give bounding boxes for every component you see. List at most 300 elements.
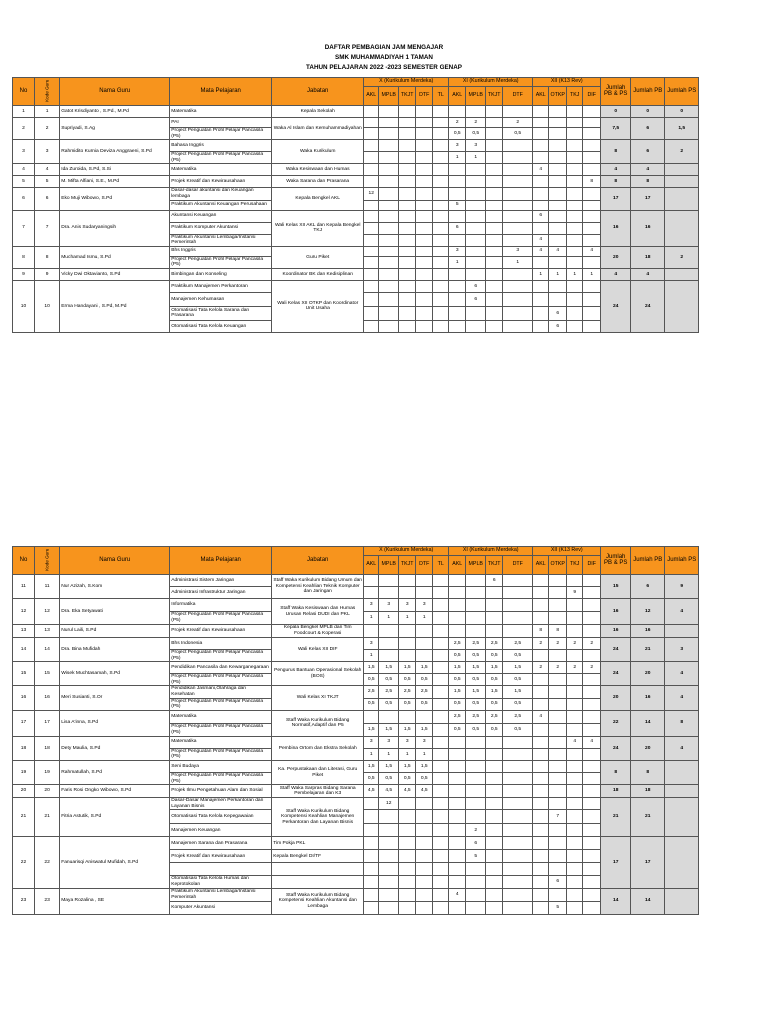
subject-name: Manajemen Keuangan bbox=[170, 824, 272, 837]
hours-cell-akl bbox=[533, 650, 549, 662]
subject-name: Otomatisasi Tata Kelola Humas dan Keprotokolan bbox=[170, 876, 272, 888]
hours-cell-tl bbox=[433, 200, 449, 210]
hours-cell-tkjt bbox=[486, 140, 503, 152]
table-row bbox=[13, 176, 699, 188]
hours-cell-tkjt bbox=[399, 575, 416, 587]
hours-cell-mplb: 6 bbox=[466, 280, 486, 292]
document-title-line-3: TAHUN PELAJARAN 2022 -2023 SEMESTER GENAP bbox=[306, 64, 462, 71]
hours-cell-dif: 1 bbox=[583, 268, 601, 280]
hours-cell-dtf bbox=[503, 625, 533, 638]
header-sub-akl: AKL bbox=[449, 556, 466, 575]
hours-cell-otkp bbox=[549, 118, 567, 128]
hours-cell-mplb bbox=[379, 188, 399, 200]
header-mata-pelajaran: Mata Pelajaran bbox=[170, 78, 272, 106]
total-pb: 8 bbox=[631, 176, 665, 188]
hours-cell-dtf bbox=[503, 234, 533, 246]
hours-cell-dtf: 1,5 bbox=[416, 723, 433, 736]
hours-cell-dtf bbox=[416, 850, 433, 863]
hours-cell-akl bbox=[364, 234, 379, 246]
hours-cell-dtf bbox=[503, 785, 533, 798]
hours-cell-mplb bbox=[466, 306, 486, 320]
hours-cell-dtf: 0,5 bbox=[503, 723, 533, 736]
hours-cell-mplb: 0,5 bbox=[466, 674, 486, 686]
hours-cell-dtf: 0,5 bbox=[503, 674, 533, 686]
position: Waka Kesiswaan dan Humas bbox=[272, 164, 364, 176]
teacher-code: 19 bbox=[35, 760, 60, 784]
subject-name: Administrasi Sistem Jaringan bbox=[170, 575, 272, 587]
hours-cell-tkjt bbox=[486, 176, 503, 188]
teaching-schedule-table-2 bbox=[12, 546, 699, 915]
total-pb: 20 bbox=[631, 736, 665, 760]
hours-cell-dtf bbox=[416, 638, 433, 650]
header-sub-akl: AKL bbox=[364, 556, 379, 575]
hours-cell-akl bbox=[449, 210, 466, 222]
teacher-name: Nur Azizah, S.Kom bbox=[60, 575, 170, 599]
hours-cell-akl: 1,5 bbox=[364, 662, 379, 674]
hours-cell-mplb: 6 bbox=[466, 837, 486, 850]
hours-cell-akl bbox=[364, 118, 379, 128]
hours-cell-mplb bbox=[466, 268, 486, 280]
hours-cell-dif bbox=[583, 587, 601, 599]
hours-cell-akl: 4 bbox=[533, 246, 549, 256]
total-ps: 2 bbox=[665, 246, 699, 268]
hours-cell-tl bbox=[433, 748, 449, 760]
teacher-no: 5 bbox=[13, 176, 35, 188]
position: Staff Waka Kurikulum Bidang Umum dan Kompetensi Keahlian Teknik Komputer dan Jaringan bbox=[272, 575, 364, 599]
subject-name: Matematika bbox=[170, 736, 272, 748]
hours-cell-akl bbox=[449, 320, 466, 332]
header-sub-tl: TL bbox=[433, 87, 449, 106]
subject-name: Projek Kreatif dan Kewirausahaan bbox=[170, 850, 272, 863]
total-pb: 21 bbox=[631, 638, 665, 662]
hours-cell-tl bbox=[433, 698, 449, 710]
teacher-name: Rahmidito Kurnia Deviza Anggraeni, S.Pd bbox=[60, 140, 170, 164]
hours-cell-mplb bbox=[379, 222, 399, 234]
teacher-code: 15 bbox=[35, 662, 60, 686]
hours-cell-dtf bbox=[503, 612, 533, 625]
hours-cell-dif bbox=[583, 128, 601, 140]
hours-cell-mplb: 1,5 bbox=[379, 723, 399, 736]
teacher-name: Maya Rozalina , SE bbox=[60, 888, 170, 914]
hours-cell-otkp bbox=[549, 152, 567, 164]
hours-cell-dif bbox=[583, 710, 601, 723]
table-row bbox=[13, 837, 699, 850]
total-pb: 12 bbox=[631, 599, 665, 625]
hours-cell-otkp bbox=[549, 256, 567, 268]
hours-cell-tl bbox=[433, 901, 449, 914]
hours-cell-tkjt bbox=[486, 268, 503, 280]
hours-cell-tkj bbox=[567, 292, 583, 306]
position bbox=[272, 876, 364, 888]
position: Waka Kurikulum bbox=[272, 140, 364, 164]
hours-cell-mplb: 1 bbox=[466, 152, 486, 164]
hours-cell-dtf bbox=[416, 306, 433, 320]
hours-cell-tkjt bbox=[486, 850, 503, 863]
hours-cell-tkjt: 1,5 bbox=[486, 686, 503, 698]
hours-cell-tkj bbox=[567, 674, 583, 686]
hours-cell-tkjt: 4,5 bbox=[399, 785, 416, 798]
hours-cell-dtf bbox=[503, 901, 533, 914]
hours-cell-tl bbox=[433, 599, 449, 612]
hours-cell-akl bbox=[533, 188, 549, 200]
hours-cell-akl bbox=[533, 772, 549, 784]
hours-cell-dtf bbox=[503, 748, 533, 760]
hours-cell-mplb: 2,5 bbox=[379, 686, 399, 698]
total-pb: 6 bbox=[631, 140, 665, 164]
subject-name: Praktikum Akuntansi Lembaga/Instansi Pemerintah bbox=[170, 888, 272, 901]
header-sub-mplb: MPLB bbox=[379, 556, 399, 575]
hours-cell-tl bbox=[433, 268, 449, 280]
hours-cell-tl bbox=[433, 234, 449, 246]
hours-cell-dtf bbox=[416, 575, 433, 587]
position: Wali Kelas XII DIF bbox=[272, 638, 364, 662]
total-pb: 16 bbox=[631, 625, 665, 638]
total-pb-ps: 7,5 bbox=[601, 118, 631, 140]
table-row bbox=[13, 140, 699, 152]
hours-cell-akl bbox=[533, 674, 549, 686]
hours-cell-dtf bbox=[503, 280, 533, 292]
teacher-no: 20 bbox=[13, 785, 35, 798]
hours-cell-tkjt bbox=[486, 246, 503, 256]
hours-cell-mplb: 1 bbox=[379, 612, 399, 625]
hours-cell-tkjt: 6 bbox=[486, 575, 503, 587]
hours-cell-dif: 4 bbox=[583, 246, 601, 256]
table-row bbox=[13, 638, 699, 650]
hours-cell-otkp bbox=[549, 850, 567, 863]
header-jumlah-pb: Jumlah PB bbox=[631, 547, 665, 575]
hours-cell-tkjt bbox=[399, 710, 416, 723]
subject-name: Bhs Indonesia bbox=[170, 638, 272, 650]
teacher-code: 11 bbox=[35, 575, 60, 599]
header-sub-akl: AKL bbox=[533, 87, 549, 106]
hours-cell-tkjt bbox=[486, 863, 503, 876]
hours-cell-akl: 2 bbox=[533, 662, 549, 674]
hours-cell-mplb: 0,5 bbox=[379, 698, 399, 710]
hours-cell-otkp bbox=[549, 798, 567, 810]
hours-cell-tl bbox=[433, 246, 449, 256]
hours-cell-tkj bbox=[567, 140, 583, 152]
hours-cell-akl bbox=[449, 292, 466, 306]
subject-name: Project Penguatan Profil Pelajar Pancasila (P5) bbox=[170, 152, 272, 164]
teacher-name: Faris Rosi Ongko Wibowo, S.Pd bbox=[60, 785, 170, 798]
hours-cell-tkj: 4 bbox=[567, 736, 583, 748]
hours-cell-dif bbox=[583, 200, 601, 210]
hours-cell-mplb: 2,5 bbox=[466, 638, 486, 650]
subject-name: Otomatisasi Tata Kelola Kepegawaian bbox=[170, 810, 272, 824]
total-pb-ps: 4 bbox=[601, 164, 631, 176]
hours-cell-tkj bbox=[567, 901, 583, 914]
subject-name: Praktikum Komputer Akuntansi bbox=[170, 222, 272, 234]
hours-cell-tl bbox=[433, 292, 449, 306]
header-sub-mplb: MPLB bbox=[379, 87, 399, 106]
hours-cell-otkp bbox=[549, 599, 567, 612]
hours-cell-tkjt bbox=[399, 106, 416, 118]
hours-cell-otkp bbox=[549, 824, 567, 837]
hours-cell-tkj bbox=[567, 625, 583, 638]
hours-cell-akl bbox=[449, 106, 466, 118]
header-jumlah-ps: Jumlah PS bbox=[665, 78, 699, 106]
subject-name: Pendidikan Jasmani,Olahraga dan Kesehatan bbox=[170, 686, 272, 698]
hours-cell-akl bbox=[533, 686, 549, 698]
hours-cell-tl bbox=[433, 876, 449, 888]
hours-cell-dtf: 1 bbox=[503, 256, 533, 268]
position: Wali Kelas XI TKJT bbox=[272, 686, 364, 710]
hours-cell-dif bbox=[583, 210, 601, 222]
hours-cell-dif bbox=[583, 222, 601, 234]
hours-cell-tkjt bbox=[486, 234, 503, 246]
table-row bbox=[13, 246, 699, 256]
hours-cell-otkp bbox=[549, 710, 567, 723]
table-row bbox=[13, 710, 699, 723]
subject-name: Projek Ilmu Pengetahuan Alam dan Sosial bbox=[170, 785, 272, 798]
hours-cell-tkjt bbox=[486, 901, 503, 914]
hours-cell-tkjt: 1,5 bbox=[399, 760, 416, 772]
total-pb-ps: 22 bbox=[601, 710, 631, 736]
hours-cell-tl bbox=[433, 306, 449, 320]
teacher-name: Muchamad Ismu, S.Pd bbox=[60, 246, 170, 268]
subject-name: Project Penguatan Profil Pelajar Pancasila (P5) bbox=[170, 748, 272, 760]
subject-name: Dasar-dasar akuntansi dan Keuangan lembaga bbox=[170, 188, 272, 200]
hours-cell-tkj bbox=[567, 888, 583, 901]
hours-cell-dtf: 3 bbox=[416, 599, 433, 612]
hours-cell-dif bbox=[583, 106, 601, 118]
hours-cell-dtf bbox=[416, 280, 433, 292]
total-ps bbox=[665, 210, 699, 246]
hours-cell-tkjt: 3 bbox=[399, 599, 416, 612]
hours-cell-dtf: 1,5 bbox=[416, 662, 433, 674]
total-ps: 4 bbox=[665, 736, 699, 760]
hours-cell-akl bbox=[533, 748, 549, 760]
hours-cell-tkj bbox=[567, 306, 583, 320]
hours-cell-mplb bbox=[379, 268, 399, 280]
total-pb-ps: 4 bbox=[601, 268, 631, 280]
total-pb-ps: 15 bbox=[601, 575, 631, 599]
hours-cell-akl: 4 bbox=[533, 710, 549, 723]
table-row bbox=[13, 785, 699, 798]
teacher-no: 1 bbox=[13, 106, 35, 118]
hours-cell-akl: 2,5 bbox=[364, 686, 379, 698]
hours-cell-mplb: 1,5 bbox=[466, 662, 486, 674]
teacher-name: Dra. Anis Sudaryaningsih bbox=[60, 210, 170, 246]
hours-cell-akl bbox=[364, 200, 379, 210]
hours-cell-tkj bbox=[567, 128, 583, 140]
hours-cell-tl bbox=[433, 674, 449, 686]
hours-cell-tkjt bbox=[399, 188, 416, 200]
hours-cell-akl: 12 bbox=[364, 188, 379, 200]
hours-cell-akl bbox=[449, 575, 466, 587]
hours-cell-otkp: 2 bbox=[549, 662, 567, 674]
position: Kepala Bengkel DI/TF bbox=[272, 850, 364, 863]
hours-cell-mplb bbox=[379, 901, 399, 914]
hours-cell-otkp bbox=[549, 674, 567, 686]
hours-cell-akl bbox=[449, 772, 466, 784]
hours-cell-dtf: 3 bbox=[503, 246, 533, 256]
subject-name: Administrasi Infrastruktur Jaringan bbox=[170, 587, 272, 599]
hours-cell-tkjt bbox=[486, 280, 503, 292]
hours-cell-akl bbox=[533, 698, 549, 710]
hours-cell-tkjt bbox=[486, 210, 503, 222]
subject-name: PAI bbox=[170, 118, 272, 128]
hours-cell-akl bbox=[533, 888, 549, 901]
header-group-xi: XI (Kurikulum Merdeka) bbox=[449, 78, 533, 87]
hours-cell-tkj bbox=[567, 118, 583, 128]
hours-cell-otkp bbox=[549, 210, 567, 222]
header-jabatan: Jabatan bbox=[272, 78, 364, 106]
total-ps bbox=[665, 760, 699, 784]
hours-cell-otkp bbox=[549, 234, 567, 246]
hours-cell-akl: 2,5 bbox=[449, 638, 466, 650]
hours-cell-tkj bbox=[567, 837, 583, 850]
header-jumlah-pb-ps: Jumlah PB & PS bbox=[601, 547, 631, 575]
position: Kepala Bengkel AKL bbox=[272, 188, 364, 210]
hours-cell-akl bbox=[364, 810, 379, 824]
teacher-no: 17 bbox=[13, 710, 35, 736]
hours-cell-mplb bbox=[379, 850, 399, 863]
total-pb-ps: 18 bbox=[601, 785, 631, 798]
hours-cell-akl: 4 bbox=[533, 234, 549, 246]
hours-cell-tl bbox=[433, 736, 449, 748]
hours-cell-dtf: 1 bbox=[416, 748, 433, 760]
hours-cell-tkjt bbox=[399, 850, 416, 863]
hours-cell-tkj: 1 bbox=[567, 268, 583, 280]
hours-cell-akl bbox=[364, 256, 379, 268]
hours-cell-tl bbox=[433, 612, 449, 625]
hours-cell-mplb: 6 bbox=[466, 292, 486, 306]
teacher-code: 13 bbox=[35, 625, 60, 638]
hours-cell-tkjt bbox=[399, 200, 416, 210]
hours-cell-dtf bbox=[416, 210, 433, 222]
hours-cell-akl bbox=[533, 106, 549, 118]
total-pb: 4 bbox=[631, 164, 665, 176]
hours-cell-dif bbox=[583, 650, 601, 662]
position: Kepala Sekolah bbox=[272, 106, 364, 118]
hours-cell-tkj bbox=[567, 650, 583, 662]
hours-cell-akl bbox=[533, 222, 549, 234]
hours-cell-akl bbox=[364, 106, 379, 118]
total-pb-ps: 14 bbox=[601, 888, 631, 914]
teacher-code: 23 bbox=[35, 888, 60, 914]
hours-cell-mplb bbox=[466, 164, 486, 176]
subject-name: Project Penguatan Profil Pelajar Pancasila (P5) bbox=[170, 698, 272, 710]
hours-cell-dtf bbox=[416, 710, 433, 723]
hours-cell-mplb bbox=[379, 200, 399, 210]
hours-cell-tl bbox=[433, 863, 449, 876]
hours-cell-tl bbox=[433, 210, 449, 222]
hours-cell-akl bbox=[449, 850, 466, 863]
hours-cell-mplb: 12 bbox=[379, 798, 399, 810]
hours-cell-dif bbox=[583, 901, 601, 914]
hours-cell-tkjt: 2,5 bbox=[486, 638, 503, 650]
hours-cell-mplb bbox=[379, 824, 399, 837]
hours-cell-mplb: 0,5 bbox=[466, 650, 486, 662]
header-kode-guru bbox=[35, 78, 60, 106]
hours-cell-akl bbox=[533, 140, 549, 152]
hours-cell-otkp bbox=[549, 772, 567, 784]
header-kode-guru-label: Kode Guru bbox=[44, 79, 50, 103]
hours-cell-akl bbox=[449, 837, 466, 850]
subject-name: Akuntansi Keuangan bbox=[170, 210, 272, 222]
hours-cell-otkp: 4 bbox=[549, 246, 567, 256]
hours-cell-otkp bbox=[549, 760, 567, 772]
hours-cell-akl bbox=[364, 888, 379, 901]
hours-cell-akl bbox=[449, 188, 466, 200]
header-sub-dif: DIF bbox=[583, 556, 601, 575]
hours-cell-dtf bbox=[503, 210, 533, 222]
hours-cell-dif bbox=[583, 674, 601, 686]
hours-cell-akl bbox=[364, 837, 379, 850]
hours-cell-dtf bbox=[503, 760, 533, 772]
hours-cell-tl bbox=[433, 280, 449, 292]
subject-name: Project Penguatan Profil Pelajar Pancasila (P5) bbox=[170, 650, 272, 662]
hours-cell-otkp bbox=[549, 686, 567, 698]
hours-cell-dtf bbox=[416, 798, 433, 810]
subject-name: Praktikum Akuntansi Lembaga/Instansi Pemerintah bbox=[170, 234, 272, 246]
hours-cell-akl bbox=[533, 850, 549, 863]
hours-cell-tkjt: 3 bbox=[399, 736, 416, 748]
position: Staff Waka Kesiswaan dan Humas Urusan Relasi DUDI dan PKL bbox=[272, 599, 364, 625]
hours-cell-otkp bbox=[549, 723, 567, 736]
hours-cell-akl bbox=[449, 268, 466, 280]
hours-cell-mplb bbox=[379, 292, 399, 306]
hours-cell-tkj bbox=[567, 748, 583, 760]
hours-cell-akl bbox=[449, 176, 466, 188]
hours-cell-tkjt: 2,5 bbox=[399, 686, 416, 698]
hours-cell-akl: 1 bbox=[364, 748, 379, 760]
hours-cell-mplb bbox=[379, 256, 399, 268]
hours-cell-mplb bbox=[466, 888, 486, 901]
table-row bbox=[13, 575, 699, 587]
hours-cell-tkjt bbox=[486, 785, 503, 798]
hours-cell-tkj: 2 bbox=[567, 638, 583, 650]
hours-cell-tkjt bbox=[399, 650, 416, 662]
hours-cell-mplb bbox=[466, 234, 486, 246]
hours-cell-dtf: 0,5 bbox=[503, 698, 533, 710]
hours-cell-otkp bbox=[549, 785, 567, 798]
hours-cell-dif bbox=[583, 164, 601, 176]
hours-cell-otkp bbox=[549, 292, 567, 306]
hours-cell-akl bbox=[533, 723, 549, 736]
hours-cell-mplb bbox=[379, 306, 399, 320]
hours-cell-tkj bbox=[567, 612, 583, 625]
hours-cell-dif bbox=[583, 772, 601, 784]
hours-cell-tkjt bbox=[486, 748, 503, 760]
hours-cell-mplb: 0,5 bbox=[379, 674, 399, 686]
teacher-no: 23 bbox=[13, 888, 35, 914]
hours-cell-dtf bbox=[416, 268, 433, 280]
hours-cell-akl bbox=[533, 587, 549, 599]
hours-cell-otkp bbox=[549, 280, 567, 292]
table-row bbox=[13, 164, 699, 176]
teacher-no: 4 bbox=[13, 164, 35, 176]
hours-cell-otkp bbox=[549, 612, 567, 625]
hours-cell-akl bbox=[364, 268, 379, 280]
hours-cell-dtf bbox=[503, 320, 533, 332]
hours-cell-dtf bbox=[416, 118, 433, 128]
hours-cell-akl: 0,5 bbox=[364, 698, 379, 710]
hours-cell-dif: 2 bbox=[583, 662, 601, 674]
hours-cell-mplb bbox=[466, 772, 486, 784]
hours-cell-dtf: 1,5 bbox=[416, 760, 433, 772]
hours-cell-akl bbox=[449, 810, 466, 824]
hours-cell-dtf: 2,5 bbox=[503, 638, 533, 650]
table-row bbox=[13, 798, 699, 810]
hours-cell-akl: 0,5 bbox=[449, 723, 466, 736]
hours-cell-akl bbox=[449, 306, 466, 320]
teacher-name: Lisa A'inna, S.Pd bbox=[60, 710, 170, 736]
hours-cell-dif bbox=[583, 837, 601, 850]
table-row bbox=[13, 268, 699, 280]
hours-cell-tkj bbox=[567, 810, 583, 824]
